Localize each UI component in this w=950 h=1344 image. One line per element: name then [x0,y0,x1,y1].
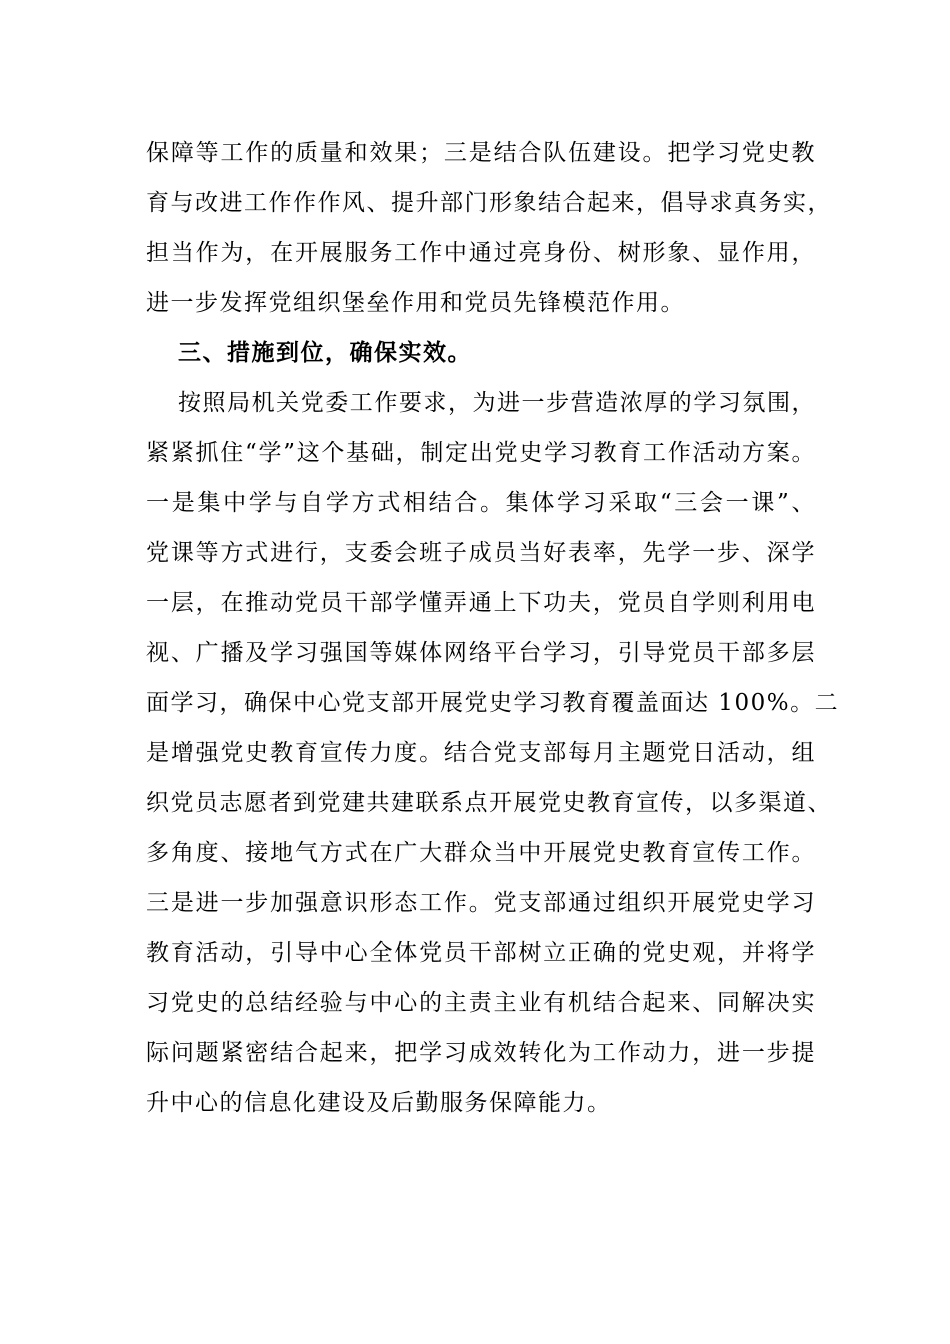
paragraph-line: 保障等工作的质量和效果；三是结合队伍建设。把学习党史教 [146,140,816,166]
paragraph-line: 织党员志愿者到党建共建联系点开展党史教育宣传，以多渠道、 [146,790,832,816]
paragraph-line: 三是进一步加强意识形态工作。党支部通过组织开展党史学习 [146,890,816,916]
paragraph-line: 习党史的总结经验与中心的主责主业有机结合起来、同解决实 [146,990,816,1016]
paragraph-line: 际问题紧密结合起来，把学习成效转化为工作动力，进一步提 [146,1040,816,1066]
paragraph-line: 党课等方式进行，支委会班子成员当好表率，先学一步、深学 [146,540,816,566]
paragraph-line: 一层，在推动党员干部学懂弄通上下功夫，党员自学则利用电 [146,590,816,616]
paragraph-line: 一是集中学与自学方式相结合。集体学习采取“三会一课”、 [146,490,816,516]
paragraph-line: 视、广播及学习强国等媒体网络平台学习，引导党员干部多层 [146,640,816,666]
paragraph-line: 进一步发挥党组织堡垒作用和党员先锋模范作用。 [146,290,685,316]
paragraph-line: 多角度、接地气方式在广大群众当中开展党史教育宣传工作。 [146,840,816,866]
paragraph-line: 教育活动，引导中心全体党员干部树立正确的党史观，并将学 [146,940,816,966]
section-heading: 三、措施到位，确保实效。 [178,340,472,366]
paragraph-line: 紧紧抓住“学”这个基础，制定出党史学习教育工作活动方案。 [146,440,816,466]
document-body [146,128,840,1128]
paragraph-line: 担当作为，在开展服务工作中通过亮身份、树形象、显作用， [146,240,816,266]
paragraph-line: 按照局机关党委工作要求，为进一步营造浓厚的学习氛围， [178,390,816,416]
paragraph-line: 面学习，确保中心党支部开展党史学习教育覆盖面达 100%。二 [146,690,840,716]
paragraph-line: 育与改进工作作作风、提升部门形象结合起来，倡导求真务实， [146,190,832,216]
paragraph-line: 是增强党史教育宣传力度。结合党支部每月主题党日活动，组 [146,740,816,766]
paragraph-line: 升中心的信息化建设及后勤服务保障能力。 [146,1090,612,1116]
